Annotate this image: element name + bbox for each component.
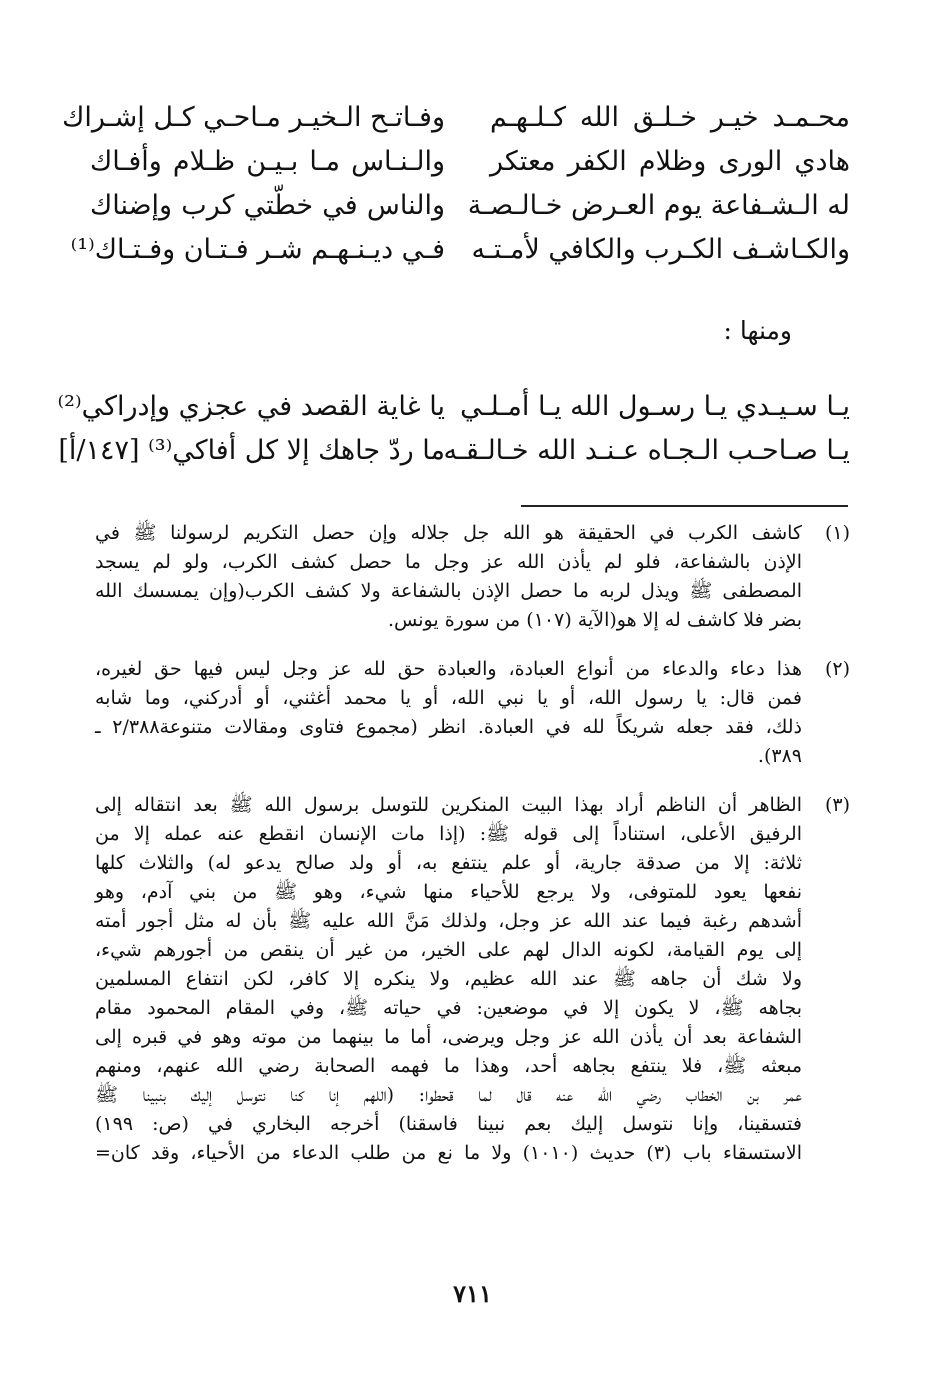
poem-verse [90,140,850,184]
verse-second-hemistich: والناس في خطّتي كرب وإضناك [90,190,445,221]
verse-second-hemistich: والـنـاس مـا بـيـن ظـلام وأفـاك [90,146,445,177]
poem-verse [57,385,850,429]
footnote-line: بجاهه ﷺ، لا يكون إلا في موضعين: في حياته ﷺ، وفي المقام المحمود مقام [95,997,802,1019]
footnote-text [95,655,802,771]
footnote-text [95,519,802,635]
verse-second-hemistich: وفـاتـح الـخيـر مـاحـي كـل إشـراك [62,102,445,133]
footnote-line: بضر فلا كاشف له إلا هو(الآية (١٠٧) من سورة يونس. [388,609,802,631]
verse-first-hemistich: يـا صـاحـب الـجـاه عـنـد الله خـالـقـه [443,435,850,466]
footnote-line: ثلاثة: إلا من صدقة جارية، أو علم ينتفع به، أو ولد صالح يدعو له) والثلاث كلها [95,852,802,874]
footnote-line: ذلك، فقد جعله شريكاً لله في العبادة. انظر (مجموع فتاوى ومقالات متنوعة٢/٣٨٨ ـ [95,716,802,738]
poem-verse [62,96,850,140]
verse-second-hemistich: فـي ديـنـهـم شـر فـتـان وفـتـاك⁽¹⁾ [70,234,445,265]
footnote-line: إلى يوم القيامة، لكونه الدال لهم على الخير، من غير أن ينقص من أجورهم شيء، [95,939,802,961]
verse-first-hemistich: هادي الورى وظلام الكفر معتكر [490,146,850,177]
verse-second-hemistich: ما ردّ جاهك إلا كل أفاكي⁽³⁾ [١٤٧/أ] [58,435,445,466]
footnote-line: الشفاعة بعد أن يأذن الله عز وجل ويرضى، أما ما بينهما من موته وهو في قبره إلى [95,1026,802,1048]
footnote-1 [95,519,850,635]
footnote-line: الرفيق الأعلى، استناداً إلى قوله ﷺ: (إذا مات الإنسان انقطع عنه عمله إلا من [95,823,802,845]
footnote-line: مبعثه ﷺ، فلا ينتفع بجاهه أحد، وهذا ما فهمه الصحابة رضي الله عنهم، ومنهم [95,1055,802,1077]
footnote-number: (١) [824,522,850,544]
footnote-text [95,791,802,1168]
footnote-line: المصطفى ﷺ ويذل لربه ما حصل الإذن بالشفاعة ولا كشف الكرب(وإن يمسسك الله [95,580,802,602]
footnotes-section [95,519,850,1188]
verse-first-hemistich: يـا سـيـدي يـا رسـول الله يـا أمـلـي [460,391,850,422]
poem-verse [70,228,850,272]
footnote-line: الظاهر أن الناظم أراد بهذا البيت المنكرين للتوسل برسول الله ﷺ بعد انتقاله إلى [95,794,802,816]
footnote-line: الاستسقاء باب (٣) حديث (١٠١٠) ولا ما نع من طلب الدعاء من الأحياء، وقد كان= [95,1142,802,1164]
footnote-line: هذا دعاء والدعاء من أنواع العبادة، والعبادة حق لله عز وجل ليس فيها حق لغيره، [95,658,802,680]
footnote-line: كاشف الكرب في الحقيقة هو الله جل جلاله وإن حصل التكريم لرسولنا ﷺ في [95,522,802,544]
footnote-number: (٢) [824,658,850,680]
footnote-line: نفعها يعود للمتوفى، ولا يرجع للأحياء منها شيء، وهو ﷺ من بني آدم، وهو [95,881,802,903]
footnote-line: عمر بن الخطاب رضي الله عنه قال لما قحطوا: (اللهم إنا كنا نتوسل إليك بنبينا ﷺ [95,1084,802,1106]
verse-first-hemistich: محـمـد خيـر خـلـق الله كـلـهـم [490,102,850,133]
footnote-divider [521,505,848,507]
footnote-2 [95,655,850,771]
footnote-number: (٣) [824,794,850,816]
poem-block-2 [57,385,850,473]
page-number: ٧١١ [453,1279,492,1308]
poem-verse [58,429,850,473]
footnote-line: أشدهم رغبة فيما عند الله عز وجل، ولذلك مَنَّ الله عليه ﷺ بأن له مثل أجور أمته [95,910,802,932]
poem-separator-text: ومنها : [723,316,792,345]
footnote-line: الإذن بالشفاعة، فلو لم يأذن الله عز وجل ما حصل كشف الكرب، ولو لم يسجد [95,551,802,573]
verse-first-hemistich: والكـاشـف الكـرب والكافي لأمـتـه [471,234,850,265]
footnote-3 [95,791,850,1168]
poem-block-1 [62,96,850,272]
poem-verse [90,184,850,228]
footnote-line: فتسقينا، وإنا نتوسل إليك بعم نبينا فاسقنا) أخرجه البخاري في (ص: ١٩٩) [95,1113,802,1135]
verse-second-hemistich: يا غاية القصد في عجزي وإدراكي⁽²⁾ [57,391,445,422]
footnote-line: فمن قال: يا رسول الله، أو يا نبي الله، أو يا محمد أغثني، أو أدركني، وما شابه [95,687,802,709]
footnote-line: ولا شك أن جاهه ﷺ عند الله عظيم، ولا ينكره إلا كافر، لكن انتفاع المسلمين [95,968,802,990]
footnote-line: ٣٨٩). [757,745,802,767]
verse-first-hemistich: له الـشـفاعة يوم العـرض خـالـصـة [467,190,850,221]
